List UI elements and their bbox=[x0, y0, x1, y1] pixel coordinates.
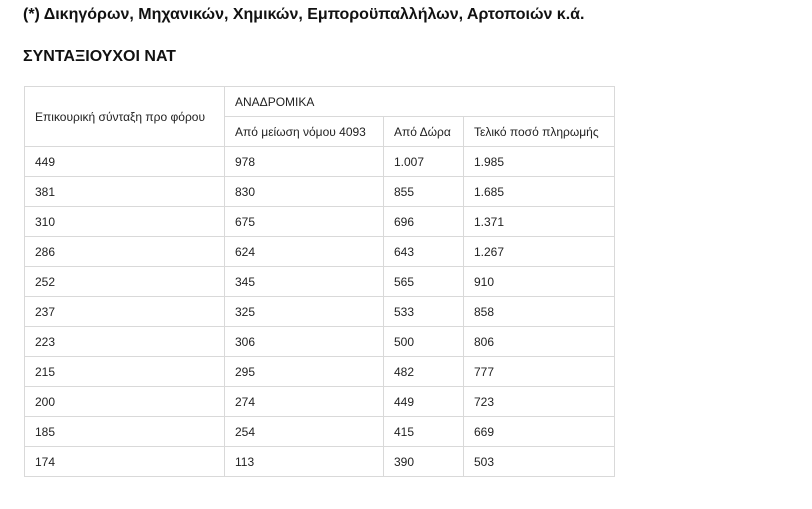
table-row bbox=[25, 207, 615, 237]
cell-law-reduction: 978 bbox=[225, 147, 384, 177]
cell-final-amount: 777 bbox=[464, 357, 615, 387]
cell-main-pension: 174 bbox=[25, 447, 225, 477]
cell-final-amount: 669 bbox=[464, 417, 615, 447]
cell-final-amount: 806 bbox=[464, 327, 615, 357]
cell-final-amount: 858 bbox=[464, 297, 615, 327]
table-row bbox=[25, 237, 615, 267]
cell-main-pension: 237 bbox=[25, 297, 225, 327]
footnote-text: (*) Δικηγόρων, Μηχανικών, Χημικών, Εμποροϋπαλλήλων, Αρτοποιών κ.ά. bbox=[23, 6, 585, 23]
cell-final-amount: 503 bbox=[464, 447, 615, 477]
cell-law-reduction: 345 bbox=[225, 267, 384, 297]
cell-final-amount: 1.685 bbox=[464, 177, 615, 207]
cell-bonuses: 1.007 bbox=[384, 147, 464, 177]
cell-bonuses: 696 bbox=[384, 207, 464, 237]
cell-final-amount: 1.267 bbox=[464, 237, 615, 267]
header-law-reduction: Από μείωση νόμου 4093 bbox=[225, 117, 384, 147]
header-retroactive-group: ΑΝΑΔΡΟΜΙΚΑ bbox=[225, 87, 615, 117]
cell-main-pension: 310 bbox=[25, 207, 225, 237]
cell-bonuses: 415 bbox=[384, 417, 464, 447]
table-row bbox=[25, 447, 615, 477]
table-row bbox=[25, 387, 615, 417]
table-body bbox=[25, 147, 615, 477]
cell-main-pension: 215 bbox=[25, 357, 225, 387]
cell-law-reduction: 113 bbox=[225, 447, 384, 477]
cell-law-reduction: 254 bbox=[225, 417, 384, 447]
header-row bbox=[25, 87, 615, 117]
cell-bonuses: 855 bbox=[384, 177, 464, 207]
table-row bbox=[25, 147, 615, 177]
cell-main-pension: 449 bbox=[25, 147, 225, 177]
cell-bonuses: 390 bbox=[384, 447, 464, 477]
header-main-pension: Επικουρική σύνταξη προ φόρου bbox=[25, 87, 225, 147]
cell-main-pension: 286 bbox=[25, 237, 225, 267]
header-final-amount: Τελικό ποσό πληρωμής bbox=[464, 117, 615, 147]
cell-final-amount: 1.985 bbox=[464, 147, 615, 177]
table-row bbox=[25, 267, 615, 297]
cell-final-amount: 723 bbox=[464, 387, 615, 417]
section-title: ΣΥΝΤΑΞΙΟΥΧΟΙ ΝΑΤ bbox=[23, 48, 176, 65]
cell-law-reduction: 624 bbox=[225, 237, 384, 267]
cell-bonuses: 643 bbox=[384, 237, 464, 267]
table-row bbox=[25, 327, 615, 357]
cell-final-amount: 910 bbox=[464, 267, 615, 297]
table-header bbox=[25, 87, 615, 147]
header-bonuses: Από Δώρα bbox=[384, 117, 464, 147]
cell-main-pension: 252 bbox=[25, 267, 225, 297]
cell-bonuses: 449 bbox=[384, 387, 464, 417]
cell-main-pension: 381 bbox=[25, 177, 225, 207]
table-row bbox=[25, 417, 615, 447]
cell-bonuses: 565 bbox=[384, 267, 464, 297]
cell-law-reduction: 295 bbox=[225, 357, 384, 387]
table-row bbox=[25, 177, 615, 207]
cell-bonuses: 500 bbox=[384, 327, 464, 357]
cell-law-reduction: 274 bbox=[225, 387, 384, 417]
pensions-table bbox=[24, 86, 615, 477]
cell-bonuses: 533 bbox=[384, 297, 464, 327]
cell-main-pension: 185 bbox=[25, 417, 225, 447]
cell-law-reduction: 830 bbox=[225, 177, 384, 207]
cell-law-reduction: 306 bbox=[225, 327, 384, 357]
cell-final-amount: 1.371 bbox=[464, 207, 615, 237]
cell-main-pension: 200 bbox=[25, 387, 225, 417]
table-row bbox=[25, 297, 615, 327]
cell-main-pension: 223 bbox=[25, 327, 225, 357]
cell-law-reduction: 675 bbox=[225, 207, 384, 237]
cell-bonuses: 482 bbox=[384, 357, 464, 387]
table-row bbox=[25, 357, 615, 387]
cell-law-reduction: 325 bbox=[225, 297, 384, 327]
